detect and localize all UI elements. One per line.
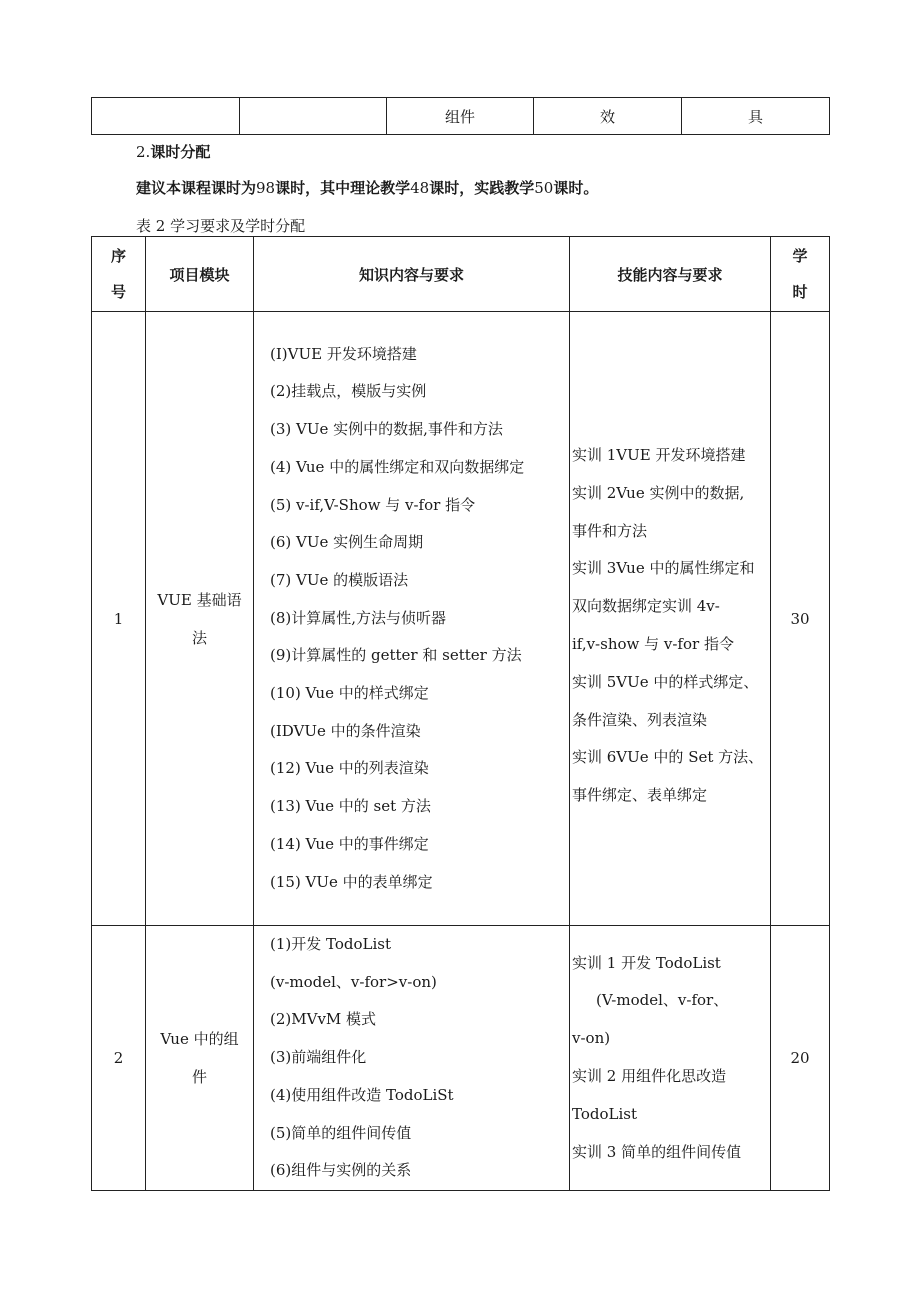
- list-item: if,v-show 与 v-for 指令: [572, 634, 734, 653]
- list-item: 实训 6VUe 中的 Set 方法、: [572, 748, 764, 767]
- list-item: (15) VUe 中的表单绑定: [270, 872, 433, 891]
- row-seq: 1: [92, 312, 146, 926]
- list-item: 条件渲染、列表渲染: [572, 710, 708, 729]
- list-item: 实训 1 开发 TodoList: [572, 953, 721, 972]
- list-item: 双向数据绑定实训 4v-: [572, 597, 720, 616]
- list-item: (14) Vue 中的事件绑定: [270, 834, 429, 853]
- row-seq: 2: [92, 926, 146, 1191]
- list-item: TodoList: [572, 1104, 637, 1123]
- table-caption: 表 2 学习要求及学时分配: [136, 217, 306, 235]
- list-item: 实训 2 用组件化思改造: [572, 1066, 727, 1085]
- table-row: [92, 926, 830, 1191]
- table-cell: 具: [682, 98, 830, 135]
- list-item: (8)计算属性,方法与侦听器: [270, 608, 447, 627]
- table-cell: [240, 98, 387, 135]
- list-item: (5)简单的组件间传值: [270, 1123, 412, 1142]
- table-cell: 效: [534, 98, 682, 135]
- list-item: (4)使用组件改造 TodoLiSt: [270, 1085, 454, 1104]
- header-module: 项目模块: [146, 237, 254, 312]
- row-module: VUE 基础语 法: [146, 312, 254, 926]
- list-item: (4) Vue 中的属性绑定和双向数据绑定: [270, 457, 525, 476]
- header-hours: 学 时: [771, 237, 830, 312]
- row-hours: 20: [771, 926, 830, 1191]
- list-item: (12) Vue 中的列表渲染: [270, 759, 429, 778]
- table-cell: 组件: [387, 98, 534, 135]
- list-item: (1)开发 TodoList: [270, 935, 392, 953]
- total-hours: 98: [256, 179, 276, 197]
- header-skills: 技能内容与要求: [570, 237, 771, 312]
- practice-hours: 50: [534, 179, 554, 197]
- list-item: (3) VUe 实例中的数据,事件和方法: [270, 420, 503, 439]
- list-item: (I)VUE 开发环境搭建: [270, 344, 417, 363]
- list-item: 实训 5VUe 中的样式绑定、: [572, 672, 759, 691]
- table-row: [92, 312, 830, 926]
- list-item: (9)计算属性的 getter 和 setter 方法: [270, 646, 522, 665]
- list-item: (7) VUe 的模版语法: [270, 570, 409, 589]
- list-item: (3)前端组件化: [270, 1048, 367, 1067]
- list-item: (13) Vue 中的 set 方法: [270, 797, 431, 816]
- list-item: (6)组件与实例的关系: [270, 1161, 412, 1180]
- list-item: (2)MVvM 模式: [270, 1010, 377, 1029]
- header-knowledge: 知识内容与要求: [254, 237, 570, 312]
- list-item: 事件和方法: [572, 521, 648, 540]
- row-knowledge: [254, 926, 570, 1191]
- table-cell: [92, 98, 240, 135]
- list-item: 实训 1VUE 开发环境搭建: [572, 446, 746, 464]
- continuation-table: [91, 97, 830, 135]
- list-item: 实训 3 简单的组件间传值: [572, 1142, 742, 1161]
- list-item: 实训 3Vue 中的属性绑定和: [572, 559, 755, 578]
- paragraph-text: 课时。: [553, 179, 599, 197]
- row-skills: [570, 312, 771, 926]
- paragraph-text: 建议本课程课时为: [136, 179, 257, 197]
- paragraph-text: 课时，其中理论教学: [275, 179, 411, 197]
- list-item: (V-model、v-for、: [596, 991, 729, 1010]
- section-number: 2.: [136, 143, 151, 161]
- list-item: 事件绑定、表单绑定: [572, 786, 708, 805]
- list-item: (6) VUe 实例生命周期: [270, 533, 424, 552]
- hours-allocation-table: [91, 236, 830, 1191]
- section-heading: [136, 141, 210, 162]
- list-item: (v-model、v-for>v-on): [270, 972, 437, 991]
- list-item: (2)挂载点，模版与实例: [270, 382, 427, 401]
- list-item: (IDVUe 中的条件渲染: [270, 721, 421, 740]
- hours-paragraph: [136, 177, 598, 198]
- theory-hours: 48: [410, 179, 430, 197]
- table-row: [92, 98, 830, 135]
- list-item: (5) v-if,V-Show 与 v-for 指令: [270, 495, 476, 514]
- paragraph-text: 课时，实践教学: [429, 179, 535, 197]
- list-item: 实训 2Vue 实例中的数据,: [572, 483, 745, 502]
- table-header-row: [92, 237, 830, 312]
- section-title: 课时分配: [150, 143, 211, 161]
- row-knowledge: [254, 312, 570, 926]
- row-skills: [570, 926, 771, 1191]
- list-item: (10) Vue 中的样式绑定: [270, 684, 429, 703]
- row-module: Vue 中的组 件: [146, 926, 254, 1191]
- header-seq: 序 号: [92, 237, 146, 312]
- row-hours: 30: [771, 312, 830, 926]
- list-item: v-on): [572, 1029, 611, 1048]
